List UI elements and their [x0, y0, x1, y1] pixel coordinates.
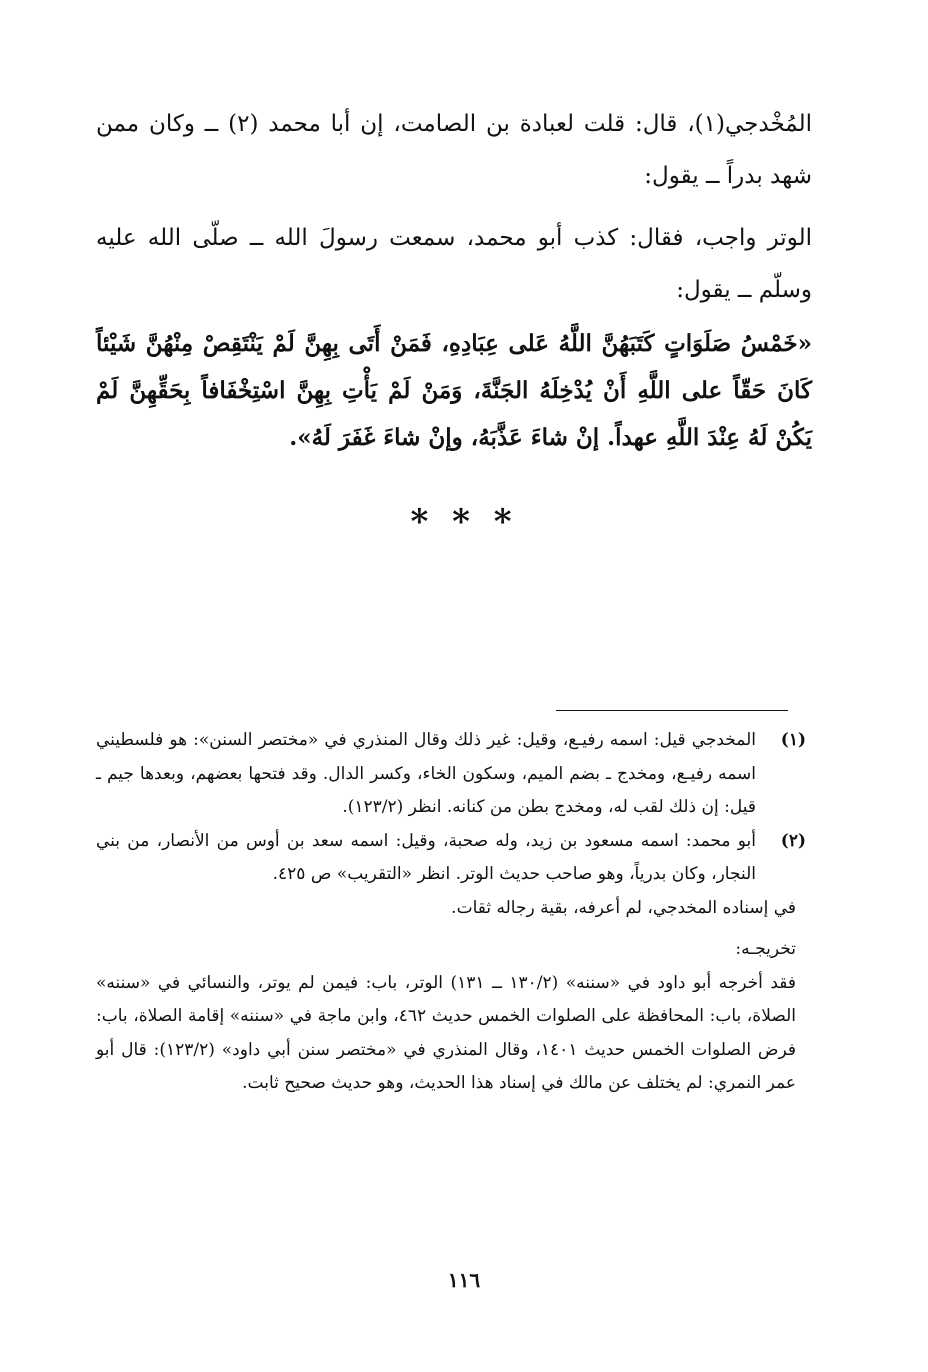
page-number: ١١٦	[447, 1268, 481, 1292]
footnote-1	[96, 724, 806, 825]
takhrij-heading: تخريجـه:	[735, 939, 796, 959]
isnad-note: في إسناده المخدجي، لم أعرفه، بقية رجاله ثقات.	[451, 897, 796, 918]
hadith-text: «خَمْسُ صَلَوَاتٍ كَتَبَهُنَّ اللَّهُ عَلى عِبَادِهِ، فَمَنْ أَتَى بِهِنَّ لَمْ يَنْتَقِصْ مِنْهُنَّ شَيْئاً كَانَ حَقّاً على اللَّهِ أَنْ يُدْخِلَهُ الجَنَّةَ، وَمَنْ لَمْ يَأْتِ بِهِنَّ اسْتِخْفَافاً بِحَقِّهِنَّ لَمْ يَكُنْ لَهُ عِنْدَ اللَّهِ عهداً. إنْ شاءَ عَذَّبَهُ، وإنْ شاءَ غَفَرَ لَهُ».	[96, 330, 812, 451]
takhrij-text: فقد أخرجه أبو داود في «سننه» (١٣٠/٢ ــ ١٣١) الوتر، باب: فيمن لم يوتر، والنسائي في «سننه» الصلاة، باب: المحافظة على الصلوات الخمس حديث ٤٦٢، وابن ماجة في «سننه» إقامة الصلاة، باب: فرض الصلوات الخمس حديث ١٤٠١، وقال المنذري في «مختصر سنن أبي داود» (١٢٣/٢): قال أبو عمر النمري: لم يختلف عن مالك في إسناد هذا الحديث، وهو حديث صحيح ثابت.	[96, 972, 796, 1093]
footnote-number: (١)	[780, 730, 806, 750]
footnote-text: أبو محمد: اسمه مسعود بن زيد، وله صحبة، وقيل: اسمه سعد بن أوس من الأنصار، من بني النجار، وكان بدرياً، وهو صاحب حديث الوتر. انظر «التقريب» ص ٤٢٥.	[96, 830, 756, 884]
footnote-number: (٢)	[780, 830, 806, 851]
footnote-divider	[556, 710, 788, 711]
main-paragraph-2: الوتر واجب، فقال: كذب أبو محمد، سمعت رسولَ الله ــ صلّى الله عليه وسلّم ــ يقول:	[96, 225, 812, 303]
footnote-text: المخدجي قيل: اسمه رفيـع، وقيل: غير ذلك وقال المنذري في «مختصر السنن»: هو فلسطيني اسمه رفيـع، ومخدج ـ بضم الميم، وسكون الخاء، وكسر الدال. وقد فتحها بعضهم، وبعدها جيم ـ قيل: إن ذلك لقب له، ومخدج بطن من كنانه. انظر (١٢٣/٢).	[96, 730, 756, 817]
footnotes-section	[96, 724, 806, 1101]
main-paragraph-1: المُخْدجي(١)، قال: قلت لعبادة بن الصامت، إن أبا محمد (٢) ــ وكان ممن شهد بدراً ــ يقول:	[96, 111, 812, 189]
section-separator: * * *	[410, 502, 518, 542]
footnote-2	[96, 825, 806, 892]
